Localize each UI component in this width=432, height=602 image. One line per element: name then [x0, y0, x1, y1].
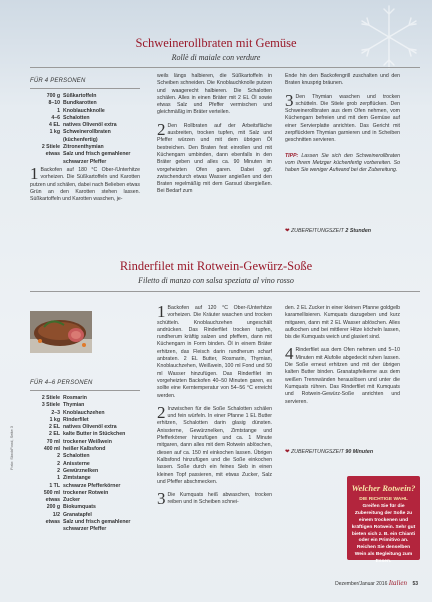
recipe1-column-2: weils längs halbieren, die Süßkartoffeln in Scheiben schneiden. Die Knoblauchknolle putzen und waagerecht halbieren. Die Schalotten schälen. Alles in einen Bräter mit 2 EL Öl sowie etwas Salz und Pfeffer vermischen und gleichmäßig im Bräter verteilen. 2 Den Rollbraten auf der Arbeitsfläche ausbreiten, trocken tupfen, mit Salz und Pfeffer würzen und mit dem übrigen Öl bestreichen. Den Braten fest einrollen und mit Küchengarn umbinden, dann ebenfalls in den Bräter geben und alles ca. 90 Minuten im vorgeheizten Ofen garen. Dabei ggf. zwischendurch etwas Wasser angießen und den Braten regelmäßig mit dem Garsud übergießen. Bei Bedarf zum — [157, 73, 272, 195]
ingredient-row — [30, 483, 142, 490]
ingredient-row — [30, 431, 142, 438]
photo-credit: Foto: StockFood, Seite 3 — [9, 425, 14, 470]
recipe2-servings: FÜR 4–6 PERSONEN — [30, 380, 93, 386]
ingredient-row — [30, 122, 142, 129]
ingredient-quantity: 1 — [57, 475, 60, 482]
ingredient-row — [30, 526, 142, 533]
wine-tip-text: DIE RICHTIGE WAHL Greifen Sie für die Zubereitung der Soße zu einem trockenen und kräftigen Rotwein. Sehr gut bieten sich z. B. ein Chianti oder ein Primitivo an. Reichen Sie denselben Wein als Begleitung zum Essen. — [351, 497, 416, 565]
ingredient-name: Knoblauchzehen — [63, 409, 105, 416]
page-footer — [335, 579, 418, 587]
ingredient-row — [30, 159, 142, 166]
ingredient-name: schwarze Pfefferkörner — [63, 482, 121, 489]
ingredient-row — [30, 424, 142, 431]
ingredient-row — [30, 115, 142, 122]
ingredient-name: Schweinerollbraten — [63, 129, 111, 136]
ingredient-row — [30, 519, 142, 526]
ingredient-quantity: 1 kg — [49, 129, 60, 136]
ingredient-quantity: etwas — [45, 519, 60, 526]
ingredient-row — [30, 461, 142, 468]
ingredient-name: trockener Rotwein — [63, 489, 109, 496]
divider — [30, 88, 140, 89]
ingredient-name: Zimtstange — [63, 475, 91, 482]
recipe1-title: Schweinerollbraten mit Gemüse — [135, 36, 297, 50]
ingredient-row — [30, 475, 142, 482]
ingredient-quantity: 200 g — [46, 504, 60, 511]
ingredient-quantity: 2 — [57, 453, 60, 460]
ingredient-row — [30, 108, 142, 115]
divider — [30, 291, 420, 292]
recipe2-subtitle: Filetto di manzo con salsa speziata al vino rosso — [138, 276, 294, 285]
ingredient-row — [30, 100, 142, 107]
ingredient-row — [30, 151, 142, 158]
ingredient-name: natives Olivenöl extra — [63, 424, 117, 431]
ingredient-name: heißer Kalbsfond — [63, 446, 106, 453]
ingredient-row — [30, 410, 142, 417]
ingredient-row — [30, 93, 142, 100]
ingredient-row — [30, 497, 142, 504]
ingredient-row — [30, 439, 142, 446]
ingredient-name: Knoblauchknolle — [63, 107, 105, 114]
ingredient-quantity — [30, 526, 63, 533]
ingredient-row — [30, 395, 142, 402]
ingredient-quantity: 2 — [57, 460, 60, 467]
ingredient-quantity — [30, 137, 63, 144]
wine-tip-title: Welcher Rotwein? — [351, 483, 416, 493]
heart-icon: ❤ — [285, 449, 290, 455]
ingredient-quantity: 8–10 — [48, 100, 60, 107]
recipe1-column-3: Ende hin den Backofengrill zuschalten und den Braten knusprig bräunen. 3 Den Thymian waschen und trocken schütteln. Die Stiele grob zerpflücken. Den Schweinerollbraten aus dem Ofen nehmen, vom Küchengarn befreien und mit dem Gemüse auf einer Servierplatte anrichten. Das Gericht mit zerpflücktem Thymian garnieren und in Scheiben geschnitten servieren. TIPP: Lassen Sie sich den Schweinerollbraten vom Ihrem Metzger küchenfertig vorbereiten. So haben Sie weniger Aufwand bei der Zubereitung. — [285, 73, 400, 174]
divider — [30, 390, 140, 391]
ingredient-name: Anissterne — [63, 460, 90, 467]
heart-icon: ❤ — [285, 228, 290, 234]
ingredient-name: Rosmarin — [63, 395, 87, 401]
ingredient-name: natives Olivenöl extra — [63, 122, 117, 129]
recipe2-time: ❤ ZUBEREITUNGSZEIT 90 Minuten — [285, 449, 374, 455]
ingredient-name: kalte Butter in Stückchen — [63, 431, 126, 438]
ingredient-row — [30, 504, 142, 511]
ingredient-quantity: 4–6 — [51, 114, 60, 121]
ingredient-row — [30, 512, 142, 519]
ingredient-row — [30, 468, 142, 475]
recipe1-subtitle: Rollè di maiale con verdure — [171, 53, 261, 62]
ingredient-quantity: 2 Stiele — [41, 395, 60, 401]
ingredient-quantity: 1 — [57, 107, 60, 114]
magazine-logo: Italien — [388, 579, 408, 587]
ingredient-row — [30, 144, 142, 151]
ingredient-name: Salz und frisch gemahlener — [63, 519, 131, 526]
ingredient-quantity: 1 TL — [49, 482, 60, 489]
ingredient-name: Bundkarotten — [63, 100, 97, 107]
ingredient-quantity: etwas — [45, 497, 60, 504]
ingredient-name: Schalotten — [63, 114, 90, 121]
recipe1-step-1: 1 Backofen auf 180 °C Ober-/Unterhitze vorheizen. Die Süßkartoffeln und Karotten putzen und schälen, dabei nach Belieben etwas Grün an den Karotten stehen lassen. Süßkartoffeln und Karotten waschen, je- — [30, 164, 140, 203]
ingredient-quantity: 2 — [57, 467, 60, 474]
ingredient-row — [30, 137, 142, 144]
recipe1-time: ❤ ZUBEREITUNGSZEIT 2 Stunden — [285, 228, 372, 234]
ingredient-quantity: 500 ml — [43, 489, 60, 496]
ingredient-quantity: 2 Stiele — [41, 144, 60, 151]
recipe2-column-2: 1 Backofen auf 120 °C Ober-/Unterhitze vorheizen. Die Kräuter waschen und trocken schütteln. Knoblauchzehen ungeschält andrücken. Das Rinderfilet trocken tupfen, rundherum kräftig salzen und pfeffern, dann mit Küchengarn in Form binden. Öl in einem Bräter erhitzen, das Fleisch darin rundherum scharf anbraten. 2 EL Butter, Rosmarin, Thymian, Knoblauchzehen, Weißwein, 100 ml Fond und 50 ml Wasser hinzufügen. Das Rinderfilet im vorgeheizten Backofen 40–50 Minuten garen, es sollte eine Kerntemperatur von 54–56 °C erreicht werden. 2 Inzwischen für die Soße Schalotten schälen und fein würfeln. In einer Pfanne 1 EL Butter erhitzen, Schalotten darin glasig dünsten. Anissterne, Gewürznelken, Zimtstange und Pfefferkörner hinzufügen und ca. 1 Minute mitgaren, dann alles mit dem Rotwein ablöschen, diesen auf ca. 150 ml einkochen lassen. Übrigen Kalbsfond hinzufügen und die Soße einkochen lassen. Soße durch ein feines Sieb in einen kleinen Topf passieren, mit etwas Zucker, Salz und Pfeffer abschmecken. 3 Die Kumquats heiß abwaschen, trocken reiben und in Scheiben schnei- — [157, 302, 272, 509]
ingredient-row — [30, 446, 142, 453]
roast-beef-photo — [30, 311, 92, 353]
ingredient-name: Salz und frisch gemahlener — [63, 151, 131, 158]
ingredient-quantity: etwas — [45, 151, 60, 158]
issue-date: Dezember/Januar 2016 — [335, 581, 388, 587]
ingredient-row — [30, 490, 142, 497]
ingredient-quantity: 1 kg — [49, 416, 60, 423]
ingredient-quantity: 2 EL — [49, 431, 60, 438]
page-number: 53 — [412, 581, 418, 587]
ingredient-row — [30, 129, 142, 136]
ingredient-name: Rinderfilet — [63, 416, 89, 423]
ingredient-name: Schalotten — [63, 453, 90, 460]
ingredient-name: Biokumquats — [63, 504, 96, 511]
ingredient-name: Thymian — [63, 402, 85, 409]
recipe2-title: Rinderfilet mit Rotwein-Gewürz-Soße — [119, 259, 313, 273]
ingredient-quantity: 3 Stiele — [41, 402, 60, 409]
ingredient-name: schwarzer Pfeffer — [63, 158, 107, 165]
recipe1-servings: FÜR 4 PERSONEN — [30, 78, 86, 84]
recipe2-column-3: den. 2 EL Zucker in einer kleinen Pfanne goldgelb karamellisieren. Kumquats dazugeben und kurz mitgaren, dann mit 2 EL Wasser ablöschen. Alles aufkochen und bei mittlerer Hitze köcheln lassen, bis die Kumquats weich und glasiert sind. 4 Rinderfilet aus dem Ofen nehmen und 5–10 Minuten mit Alufolie abgedeckt ruhen lassen. Die Soße erneut erhitzen und mit der übrigen kalten Butter binden. Granatapfelkerne aus dem weißen Trennwänden herauslösen und unter die Kumquats rühren. Das Rinderfilet mit Kumquats und Rotwein-Gewürz-Soße anrichten und servieren. — [285, 305, 400, 405]
ingredient-quantity: 1/2 — [52, 511, 60, 518]
ingredient-quantity: 2–3 — [51, 409, 60, 416]
ingredient-quantity: 700 g — [46, 93, 60, 99]
recipe1-ingredient-list — [30, 93, 142, 166]
recipe2-ingredient-list — [30, 395, 142, 534]
ingredient-quantity: 400 ml — [43, 446, 60, 453]
ingredient-name: (küchenfertig) — [63, 136, 98, 143]
ingredient-name: Zitronenthymian — [63, 144, 104, 151]
ingredient-name: Granatapfel — [63, 511, 92, 518]
ingredient-row — [30, 417, 142, 424]
ingredient-row — [30, 402, 142, 409]
ingredient-quantity: 4 EL — [49, 122, 60, 129]
divider — [30, 67, 420, 68]
ingredient-name: schwarzer Pfeffer — [63, 526, 107, 533]
ingredient-name: trockener Weißwein — [63, 438, 112, 445]
wine-tip-box — [347, 476, 420, 565]
ingredient-quantity: 2 EL — [49, 424, 60, 431]
ingredient-name: Süßkartoffeln — [63, 93, 97, 99]
ingredient-name: Zucker — [63, 497, 81, 504]
ingredient-quantity: 70 ml — [46, 438, 60, 445]
ingredient-row — [30, 453, 142, 460]
ingredient-name: Gewürznelken — [63, 467, 99, 474]
